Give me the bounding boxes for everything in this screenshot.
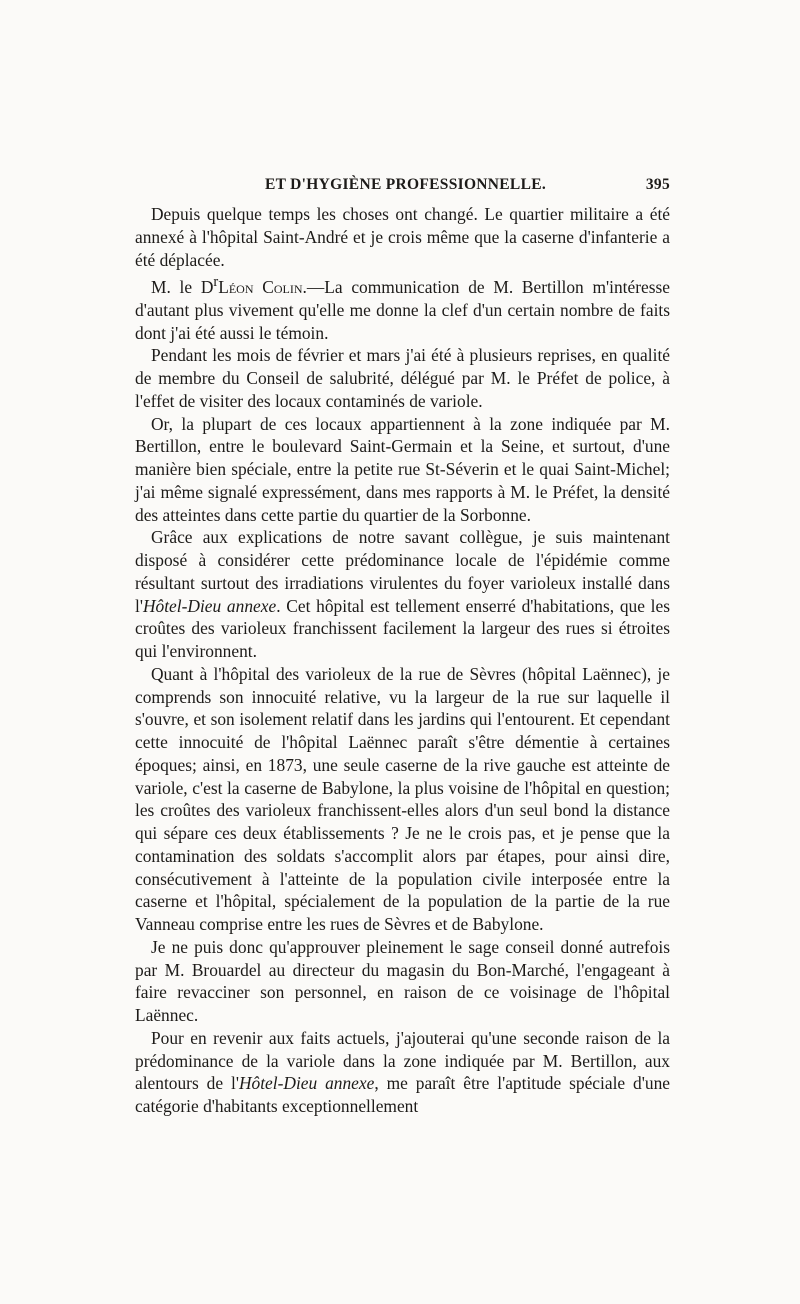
speaker-name: Léon Colin. — [218, 277, 307, 298]
paragraph-8-italic: Hôtel-Dieu annexe — [238, 1073, 375, 1094]
running-title: ET D'HYGIÈNE PROFESSIONNELLE. — [265, 176, 547, 193]
paragraph-7: Je ne puis donc qu'approuver pleinement le sage conseil donné autrefois par M. Brouardel au directeur du magasin du Bon-Marché, l'engageant à faire revacciner son personnel, en raison de ce voisinage de l'hôpital Laënnec. — [135, 936, 670, 1026]
speaker-title-sup: r — [213, 274, 219, 291]
speaker-prefix: M. le D — [151, 277, 214, 298]
paragraph-5-italic: Hôtel-Dieu annexe — [142, 595, 277, 616]
paragraph-2 — [135, 271, 670, 344]
paragraph-6: Quant à l'hôpital des varioleux de la rue de Sèvres (hôpital Laënnec), je comprends son innocuité relative, vu la largeur de la rue sur laquelle il s'ouvre, et son isolement relatif dans les jardins qui l'entourent. Et cependant cette innocuité de l'hôpital Laënnec paraît s'être démentie à certaines époques; ainsi, en 1873, une seule caserne de la rive gauche est atteinte de variole, c'est la caserne de Babylone, la plus voisine de l'hôpital en question; les croûtes des varioleux franchissent-elles alors d'un seul bond la distance qui sépare ces deux établissements ? Je ne le crois pas, et je pense que la contamination des soldats s'accomplit alors par étapes, pour ainsi dire, consécutivement à l'atteinte de la population civile interposée entre la caserne et l'hôpital, spécialement de la population de la partie de la rue Vanneau comprise entre les rues de Sèvres et de Babylone. — [135, 663, 670, 935]
paragraph-5-part-b: . Cet hôpital est tellement enserré d'habitations, que les croûtes des varioleux franchissent facilement la largeur des rues si étroites qui l'environnent. — [135, 595, 670, 662]
page-body — [135, 203, 670, 1118]
paragraph-4: Or, la plupart de ces locaux appartiennent à la zone indiquée par M. Bertillon, entre le boulevard Saint-Germain et la Seine, et surtout, d'une manière bien spéciale, entre la petite rue St-Séverin et le quai Saint-Michel; j'ai même signalé expressément, dans mes rapports à M. le Préfet, la densité des atteintes dans cette partie du quartier de la Sorbonne. — [135, 413, 670, 525]
paragraph-5 — [135, 526, 670, 663]
paragraph-8-part-a: Pour en revenir aux faits actuels, j'ajouterai qu'une seconde raison de la prédominance de la variole dans la zone indiquée par M. Bertillon, aux alentours de l' — [135, 1027, 670, 1094]
paragraph-8-part-b: , me paraît être l'aptitude spéciale d'une catégorie d'habitants exceptionnellement — [135, 1073, 670, 1117]
paragraph-8 — [135, 1027, 670, 1118]
paragraph-2-text: —La communication de M. Bertillon m'intéresse d'autant plus vivement qu'elle me donne la clef d'un certain nombre de faits dont j'ai été aussi le témoin. — [135, 277, 670, 343]
paragraph-3: Pendant les mois de février et mars j'ai été à plusieurs reprises, en qualité de membre du Conseil de salubrité, délégué par M. le Préfet de police, à l'effet de visiter des locaux contaminés de variole. — [135, 345, 670, 411]
page-number: 395 — [645, 176, 670, 193]
paragraph-1: Depuis quelque temps les choses ont changé. Le quartier militaire a été annexé à l'hôpital Saint-André et je crois même que la caserne d'infanterie a été déplacée. — [135, 204, 670, 270]
paragraph-5-part-a: Grâce aux explications de notre savant collègue, je suis maintenant disposé à considérer cette prédominance locale de l'épidémie comme résultant surtout des irradiations virulentes du foyer varioleux installé dans l' — [135, 527, 670, 616]
